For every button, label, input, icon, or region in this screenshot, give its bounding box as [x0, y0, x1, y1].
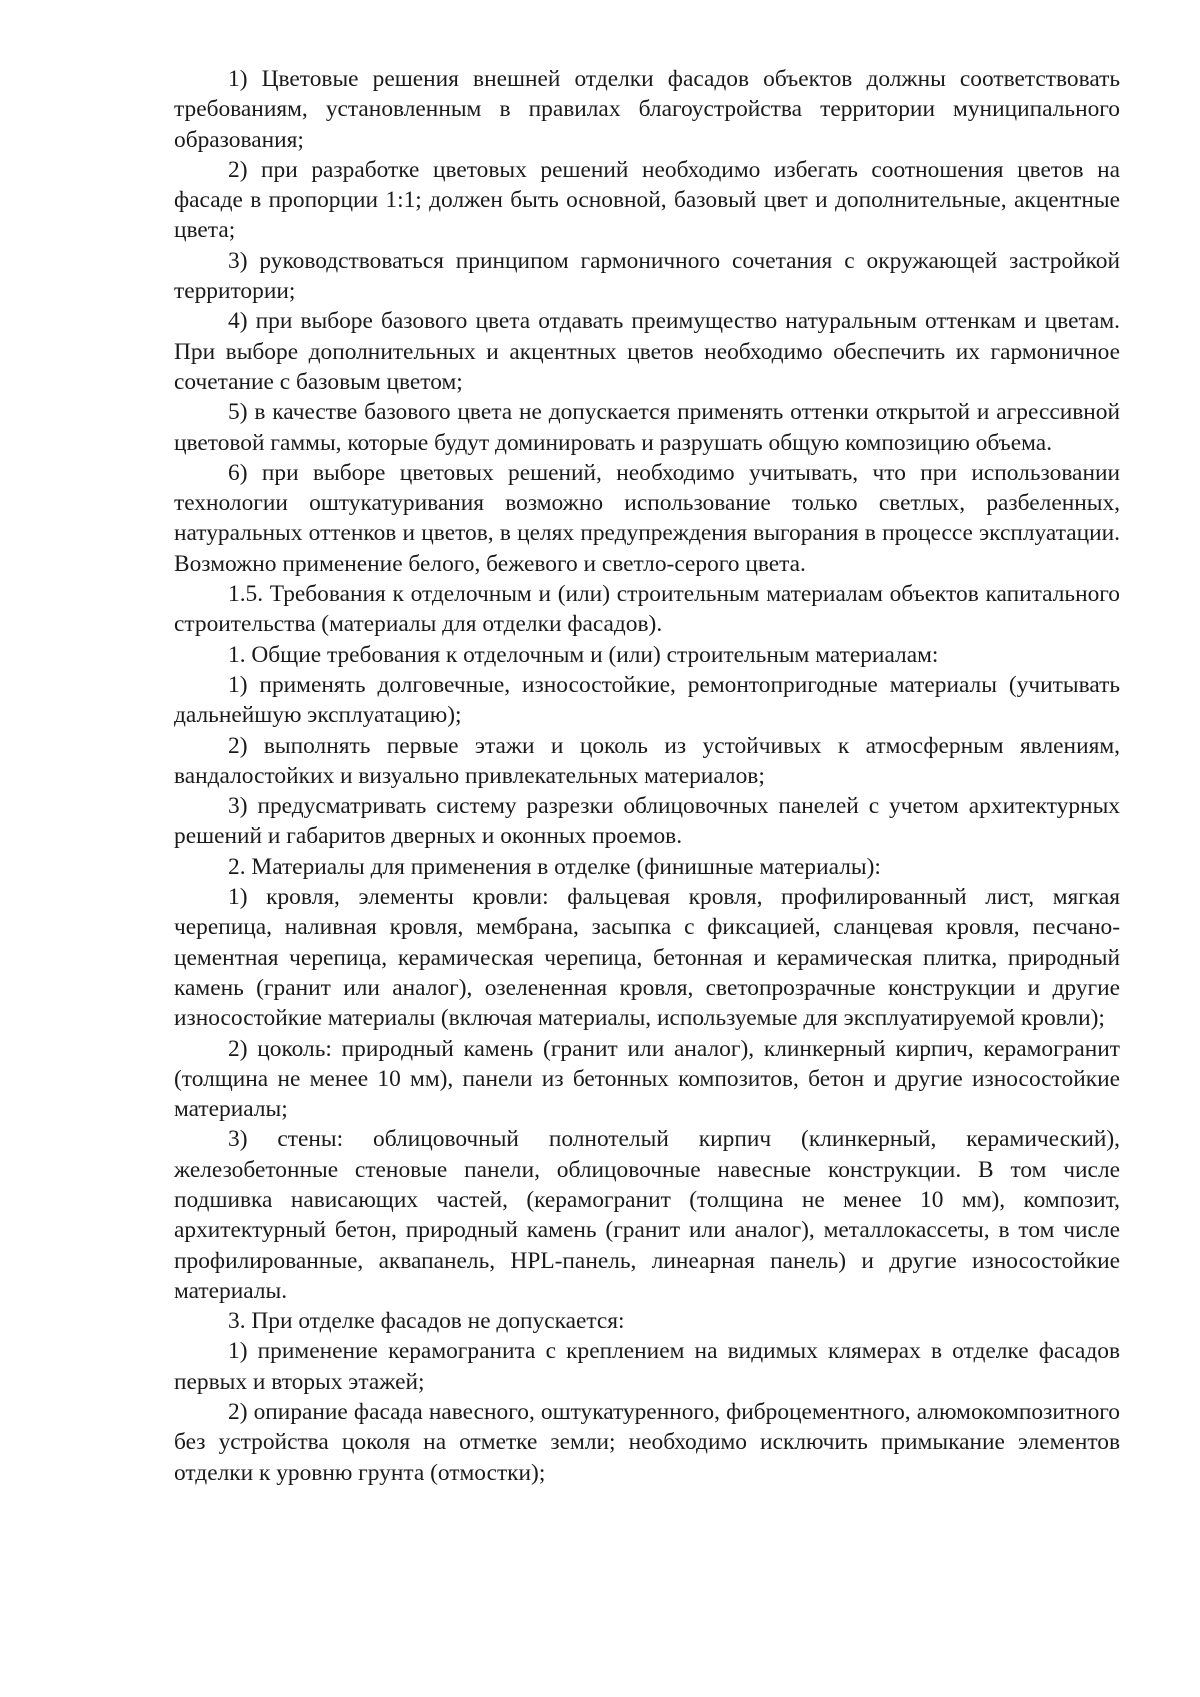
paragraph-porcelain-clamps: 1) применение керамогранита с креплением на видимых клямерах в отделке фасадов первых и вторых этажей; — [174, 1338, 1120, 1395]
document-page — [174, 64, 1120, 1488]
paragraph-walls: 3) стены: облицовочный полнотелый кирпич (клинкерный, керамический), железобетонные стеновые панели, облицовочные навесные конструкции. В том числе подшивка нависающих частей, (керамогранит (толщина не менее 10 мм), композит, архитектурный бетон, природный камень (гранит или аналог), металлокассеты, в том числе профилированные, аквапанель, HPL-панель, линеарная панель) и другие износостойкие материалы. — [174, 1126, 1120, 1304]
paragraph-plastering-colors: 6) при выборе цветовых решений, необходимо учитывать, что при использовании технологии оштукатуривания возможно использование только светлых, разбеленных, натуральных оттенков и цветов, в целях предупреждения выгорания в процессе эксплуатации. Возможно применение белого, бежевого и светло-серого цвета. — [174, 459, 1120, 577]
paragraph-not-allowed: 3. При отделке фасадов не допускается: — [228, 1308, 625, 1335]
paragraph-panel-cutting: 3) предусматривать систему разрезки облицовочных панелей с учетом архитектурных решений и габаритов дверных и оконных проемов. — [174, 793, 1120, 850]
paragraph-finish-materials: 2. Материалы для применения в отделке (финишные материалы): — [228, 853, 881, 880]
paragraph-aggressive-shades: 5) в качестве базового цвета не допускается применять оттенки открытой и агрессивной цветовой гаммы, которые будут доминировать и разрушать общую композицию объема. — [174, 399, 1120, 456]
paragraph-general-requirements: 1. Общие требования к отделочным и (или) строительным материалам: — [228, 641, 939, 668]
paragraph-color-proportion: 2) при разработке цветовых решений необходимо избегать соотношения цветов на фасаде в пропорции 1:1; должен быть основной, базовый цвет и дополнительные, акцентные цвета; — [174, 156, 1120, 244]
paragraph-durable-materials: 1) применять долговечные, износостойкие, ремонтопригодные материалы (учитывать дальнейшую эксплуатацию); — [174, 671, 1120, 729]
paragraph-first-floors-plinth: 2) выполнять первые этажи и цоколь из устойчивых к атмосферным явлениям, вандалостойких и визуально привлекательных материалов; — [174, 732, 1120, 789]
paragraph-plinth: 2) цоколь: природный камень (гранит или аналог), клинкерный кирпич, керамогранит (толщина не менее 10 мм), панели из бетонных композитов, бетон и другие износостойкие материалы; — [174, 1035, 1120, 1123]
paragraph-facade-support: 2) опирание фасада навесного, оштукатуренного, фиброцементного, алюмокомпозитного без устройства цоколя на отметке земли; необходимо исключить примыкание элементов отделки к уровню грунта (отмостки); — [174, 1399, 1120, 1486]
paragraph-harmonious-combination: 3) руководствоваться принципом гармоничного сочетания с окружающей застройкой территории; — [174, 247, 1120, 305]
section-heading-materials: 1.5. Требования к отделочным и (или) строительным материалам объектов капитального строительства (материалы для отделки фасадов). — [174, 581, 1120, 638]
paragraph-roofing: 1) кровля, элементы кровли: фальцевая кровля, профилированный лист, мягкая черепица, наливная кровля, мембрана, засыпка с фиксацией, сланцевая кровля, песчано-цементная черепица, керамическая черепица, бетонная и керамическая плитка, природный камень (гранит или аналог), озелененная кровля, светопрозрачные конструкции и другие износостойкие материалы (включая материалы, используемые для эксплуатируемой кровли); — [174, 884, 1120, 1032]
paragraph-base-color-choice: 4) при выборе базового цвета отдавать преимущество натуральным оттенкам и цветам. При выборе дополнительных и акцентных цветов необходимо обеспечить их гармоничное сочетание с базовым цветом; — [174, 308, 1120, 395]
paragraph-color-solutions-requirements: 1) Цветовые решения внешней отделки фасадов объектов должны соответствовать требованиям, установленным в правилах благоустройства территории муниципального образования; — [174, 66, 1120, 153]
